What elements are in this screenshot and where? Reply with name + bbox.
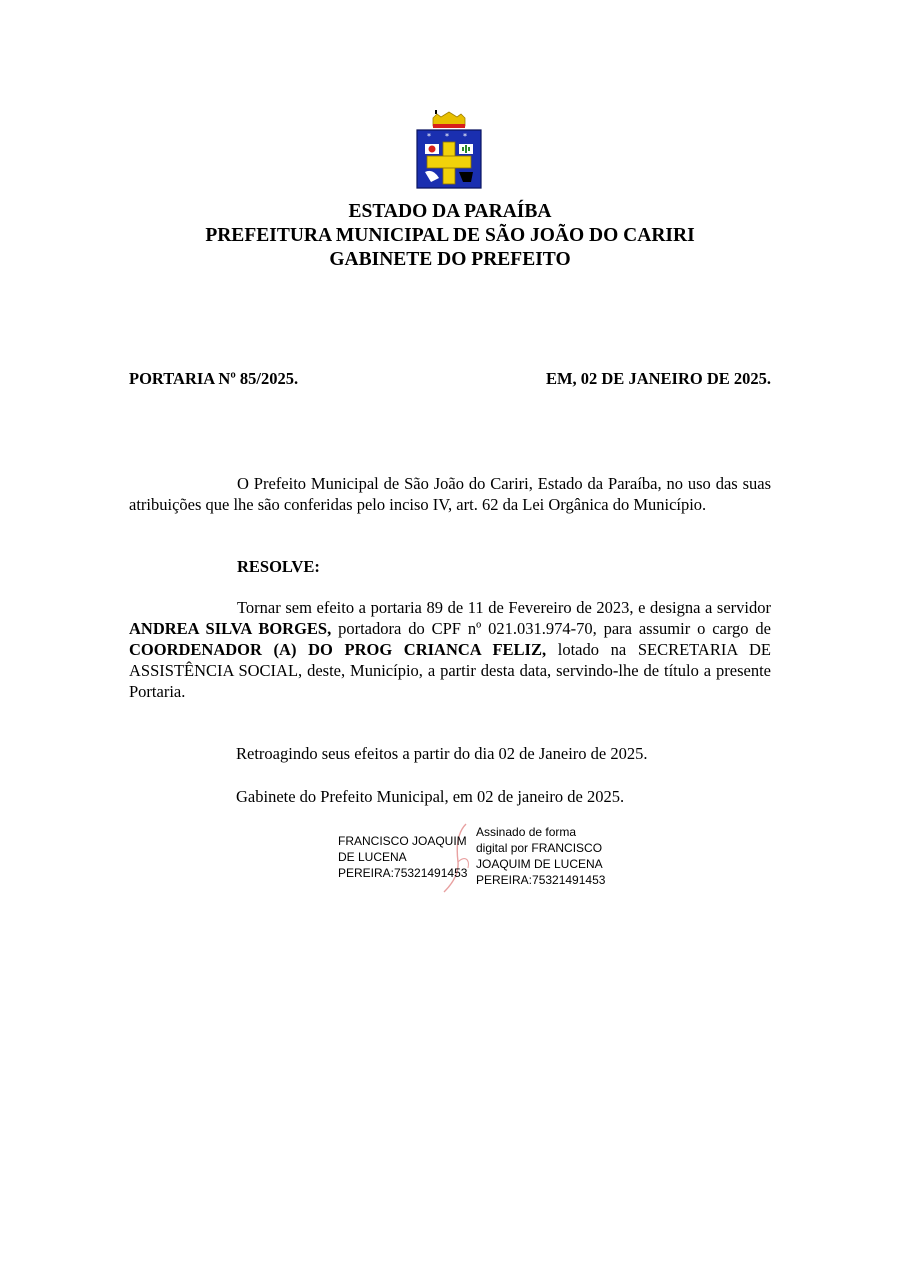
signature-statement-line: PEREIRA:75321491453	[476, 873, 606, 887]
svg-text:*: *	[463, 132, 467, 141]
signer-name	[338, 833, 467, 881]
employee-name: ANDREA SILVA BORGES,	[129, 619, 332, 638]
signer-name-line: DE LUCENA	[338, 850, 407, 864]
retroactive-paragraph: Retroagindo seus efeitos a partir do dia 02 de Janeiro de 2025.	[236, 744, 648, 763]
signature-statement	[476, 824, 605, 888]
signer-name-line: PEREIRA:75321491453	[338, 866, 468, 880]
resolve-heading: RESOLVE:	[237, 557, 320, 576]
position-title: COORDENADOR (A) DO PROG CRIANCA FELIZ,	[129, 640, 547, 659]
closing-paragraph: Gabinete do Prefeito Municipal, em 02 de janeiro de 2025.	[236, 787, 625, 806]
svg-text:*: *	[427, 132, 431, 141]
decision-text-1: Tornar sem efeito a portaria 89 de 11 de Fevereiro de 2023, e designa a servidor	[237, 598, 771, 617]
signature-statement-line: digital por FRANCISCO	[476, 841, 603, 855]
office-heading: GABINETE DO PREFEITO	[329, 249, 571, 270]
signature-statement-line: JOAQUIM DE LUCENA	[476, 857, 603, 871]
ordinance-number: PORTARIA Nº 85/2025.	[129, 369, 299, 388]
signature-statement-line: Assinado de forma	[476, 825, 577, 839]
ordinance-date: EM, 02 DE JANEIRO DE 2025.	[545, 369, 771, 388]
coat-of-arms-logo	[413, 108, 485, 194]
digital-signature-block	[338, 822, 628, 894]
signer-name-line: FRANCISCO JOAQUIM	[338, 834, 467, 848]
decision-text-3: lotado na SECRETARIA DE ASSISTÊNCIA SOCIAL, deste, Município, a partir desta data, servindo-lhe de título a presente Portaria.	[129, 640, 771, 701]
municipality-heading: PREFEITURA MUNICIPAL DE SÃO JOÃO DO CARIRI	[205, 225, 695, 246]
svg-text:*: *	[445, 132, 449, 141]
decision-paragraph	[129, 597, 771, 702]
state-heading: ESTADO DA PARAÍBA	[348, 201, 552, 222]
decision-text-2: portadora do CPF nº 021.031.974-70, para assumir o cargo de	[331, 619, 771, 638]
intro-paragraph: O Prefeito Municipal de São João do Cariri, Estado da Paraíba, no uso das suas atribuições que lhe são conferidas pelo inciso IV, art. 62 da Lei Orgânica do Município.	[129, 474, 771, 514]
